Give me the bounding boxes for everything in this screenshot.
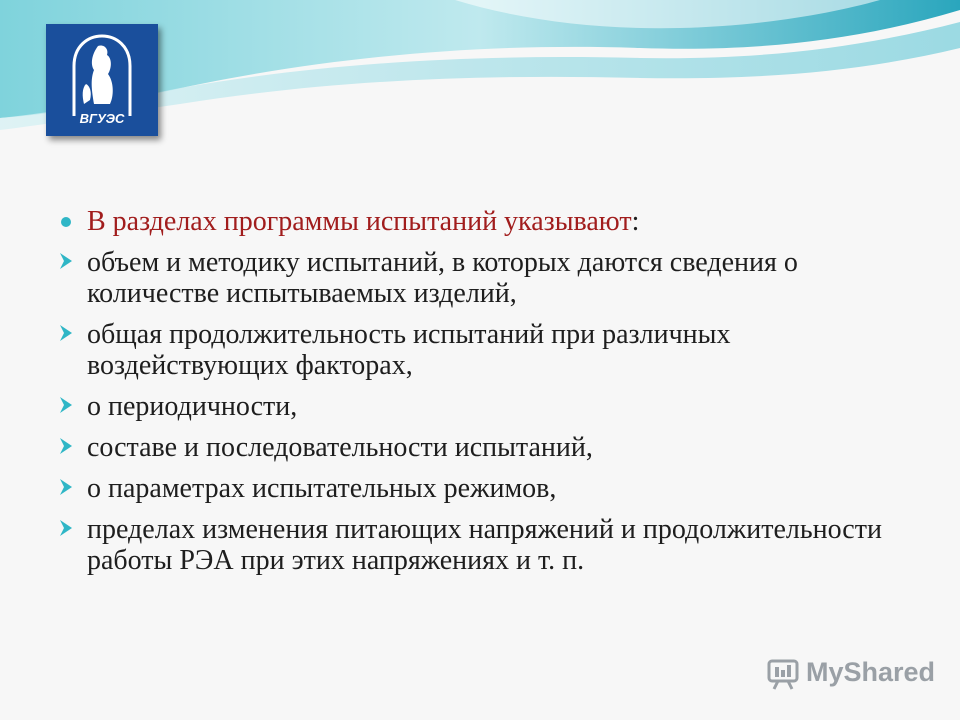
- chevron-right-icon: [58, 518, 76, 538]
- list-item-text: объем и методику испытаний, в которых даются сведения о количестве испытываемых изделий,: [87, 247, 798, 309]
- bullet-heading: [58, 206, 918, 237]
- list-item: [58, 319, 918, 381]
- list-item: [58, 473, 918, 504]
- myshared-watermark: [766, 655, 936, 693]
- list-item-text: общая продолжительность испытаний при различных воздействующих факторах,: [87, 319, 731, 381]
- list-item-text: о параметрах испытательных режимов,: [87, 473, 557, 504]
- watermark-text: MyShared: [806, 657, 936, 687]
- logo-caption: ВГУЭС: [79, 111, 125, 126]
- chevron-right-icon: [58, 395, 76, 415]
- list-item-text: пределах изменения питающих напряжений и продолжительности работы РЭА при этих напряжениях и т. п.: [87, 514, 882, 576]
- list-item: [58, 432, 918, 463]
- list-item: [58, 514, 918, 576]
- chevron-right-icon: [58, 477, 76, 497]
- list-item: [58, 247, 918, 309]
- chevron-right-icon: [58, 436, 76, 456]
- heading-colon: :: [631, 206, 640, 237]
- list-item-text: о периодичности,: [87, 391, 298, 422]
- chevron-right-icon: [58, 251, 76, 271]
- slide-body: [58, 206, 918, 576]
- heading-text: В разделах программы испытаний указывают: [87, 206, 632, 237]
- circle-bullet-icon: [61, 217, 71, 227]
- list-item: [58, 391, 918, 422]
- list-item-text: составе и последовательности испытаний,: [87, 432, 593, 463]
- university-logo: [46, 24, 158, 136]
- presentation-board-icon: [766, 657, 800, 691]
- chevron-right-icon: [58, 323, 76, 343]
